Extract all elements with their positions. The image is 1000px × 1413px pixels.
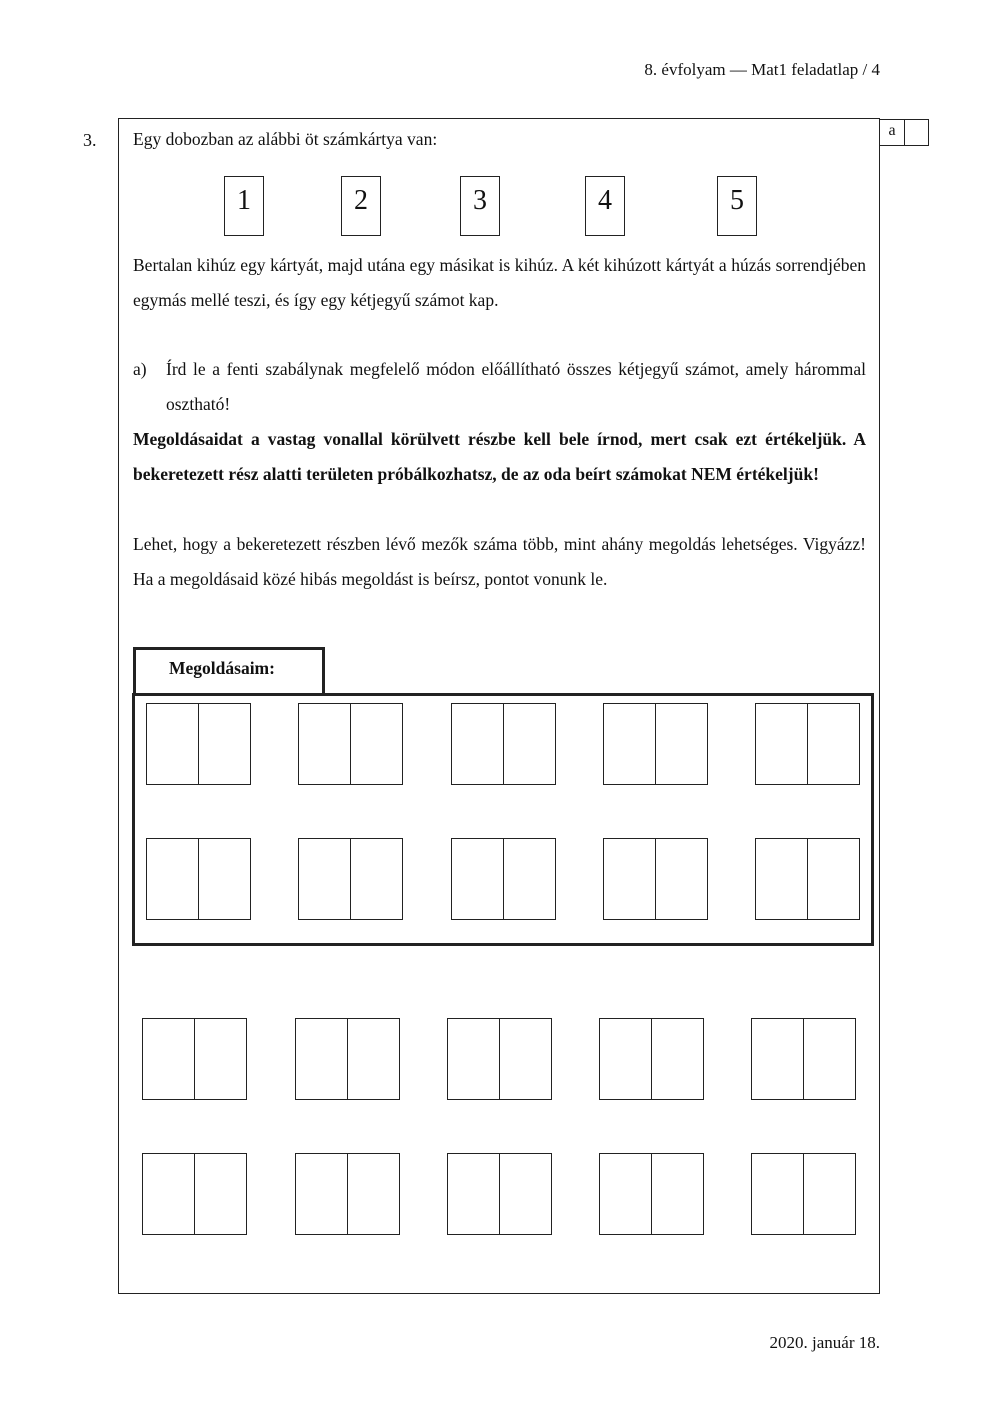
digit-box[interactable] [348, 1018, 401, 1100]
digit-box[interactable] [298, 703, 351, 785]
part-a-question: Írd le a fenti szabálynak megfelelő módon előállítható összes kétjegyű számot, amely hárommal osztható! [166, 359, 866, 414]
digit-box[interactable] [447, 1018, 500, 1100]
digit-box[interactable] [146, 703, 199, 785]
instruction-bold: Megoldásaidat a vastag vonallal körülvett részbe kell bele írnod, mert csak ezt értékeljük. A bekeretezett rész alatti területen próbálkozhatsz, de az oda beírt számokat NEM értékeljük! [133, 429, 866, 484]
page-header: 8. évfolyam — Mat1 feladatlap / 4 [644, 60, 880, 79]
digit-box[interactable] [500, 1153, 553, 1235]
digit-box[interactable] [504, 838, 557, 920]
score-field[interactable] [904, 120, 928, 145]
answer-field[interactable] [298, 838, 403, 920]
task-number: 3. [83, 130, 97, 150]
digit-box[interactable] [351, 703, 404, 785]
digit-box[interactable] [656, 838, 709, 920]
score-label: a [888, 122, 896, 139]
digit-box[interactable] [195, 1153, 248, 1235]
digit-box[interactable] [447, 1153, 500, 1235]
task-description: Bertalan kihúz egy kártyát, majd utána egy másikat is kihúz. A két kihúzott kártyát a húzás sorrendjében egymás mellé teszi, és így egy kétjegyű számot kap. [133, 255, 866, 310]
number-card-4: 4 [585, 176, 625, 236]
digit-box[interactable] [751, 1153, 804, 1235]
scratch-field[interactable] [447, 1153, 552, 1235]
digit-box[interactable] [603, 838, 656, 920]
digit-box[interactable] [348, 1153, 401, 1235]
number-card-3: 3 [460, 176, 500, 236]
digit-box[interactable] [804, 1018, 857, 1100]
answer-field[interactable] [755, 838, 860, 920]
number-card-2: 2 [341, 176, 381, 236]
digit-box[interactable] [451, 838, 504, 920]
digit-box[interactable] [808, 703, 861, 785]
digit-box[interactable] [751, 1018, 804, 1100]
answer-field[interactable] [146, 703, 251, 785]
digit-box[interactable] [146, 838, 199, 920]
scratch-field[interactable] [599, 1153, 704, 1235]
digit-box[interactable] [656, 703, 709, 785]
digit-box[interactable] [195, 1018, 248, 1100]
digit-box[interactable] [603, 703, 656, 785]
score-box [880, 119, 929, 146]
digit-box[interactable] [500, 1018, 553, 1100]
digit-box[interactable] [599, 1018, 652, 1100]
digit-box[interactable] [652, 1153, 705, 1235]
solutions-tab: Megoldásaim: [133, 647, 325, 694]
digit-box[interactable] [199, 838, 252, 920]
scratch-field[interactable] [295, 1153, 400, 1235]
digit-box[interactable] [504, 703, 557, 785]
digit-box[interactable] [451, 703, 504, 785]
scratch-field[interactable] [751, 1018, 856, 1100]
answer-field[interactable] [451, 838, 556, 920]
answer-field[interactable] [603, 838, 708, 920]
digit-box[interactable] [808, 838, 861, 920]
instruction-text: Lehet, hogy a bekeretezett részben lévő mezők száma több, mint ahány megoldás lehetséges. Vigyázz! Ha a megoldásaid közé hibás megoldást is beírsz, pontot vonunk le. [133, 534, 866, 589]
scratch-field[interactable] [142, 1018, 247, 1100]
answer-field[interactable] [451, 703, 556, 785]
digit-box[interactable] [295, 1018, 348, 1100]
digit-box[interactable] [652, 1018, 705, 1100]
task-intro: Egy dobozban az alábbi öt számkártya van: [133, 129, 438, 149]
scratch-field[interactable] [295, 1018, 400, 1100]
scratch-field[interactable] [142, 1153, 247, 1235]
digit-box[interactable] [755, 838, 808, 920]
digit-box[interactable] [199, 703, 252, 785]
answer-field[interactable] [755, 703, 860, 785]
digit-box[interactable] [351, 838, 404, 920]
digit-box[interactable] [804, 1153, 857, 1235]
digit-box[interactable] [298, 838, 351, 920]
page-footer-date: 2020. január 18. [769, 1333, 880, 1352]
answer-field[interactable] [146, 838, 251, 920]
answer-field[interactable] [298, 703, 403, 785]
digit-box[interactable] [755, 703, 808, 785]
digit-box[interactable] [295, 1153, 348, 1235]
scratch-field[interactable] [447, 1018, 552, 1100]
answer-field[interactable] [603, 703, 708, 785]
number-card-5: 5 [717, 176, 757, 236]
scratch-field[interactable] [599, 1018, 704, 1100]
number-card-1: 1 [224, 176, 264, 236]
digit-box[interactable] [142, 1018, 195, 1100]
digit-box[interactable] [599, 1153, 652, 1235]
part-a-label: a) [133, 359, 147, 379]
scratch-field[interactable] [751, 1153, 856, 1235]
digit-box[interactable] [142, 1153, 195, 1235]
